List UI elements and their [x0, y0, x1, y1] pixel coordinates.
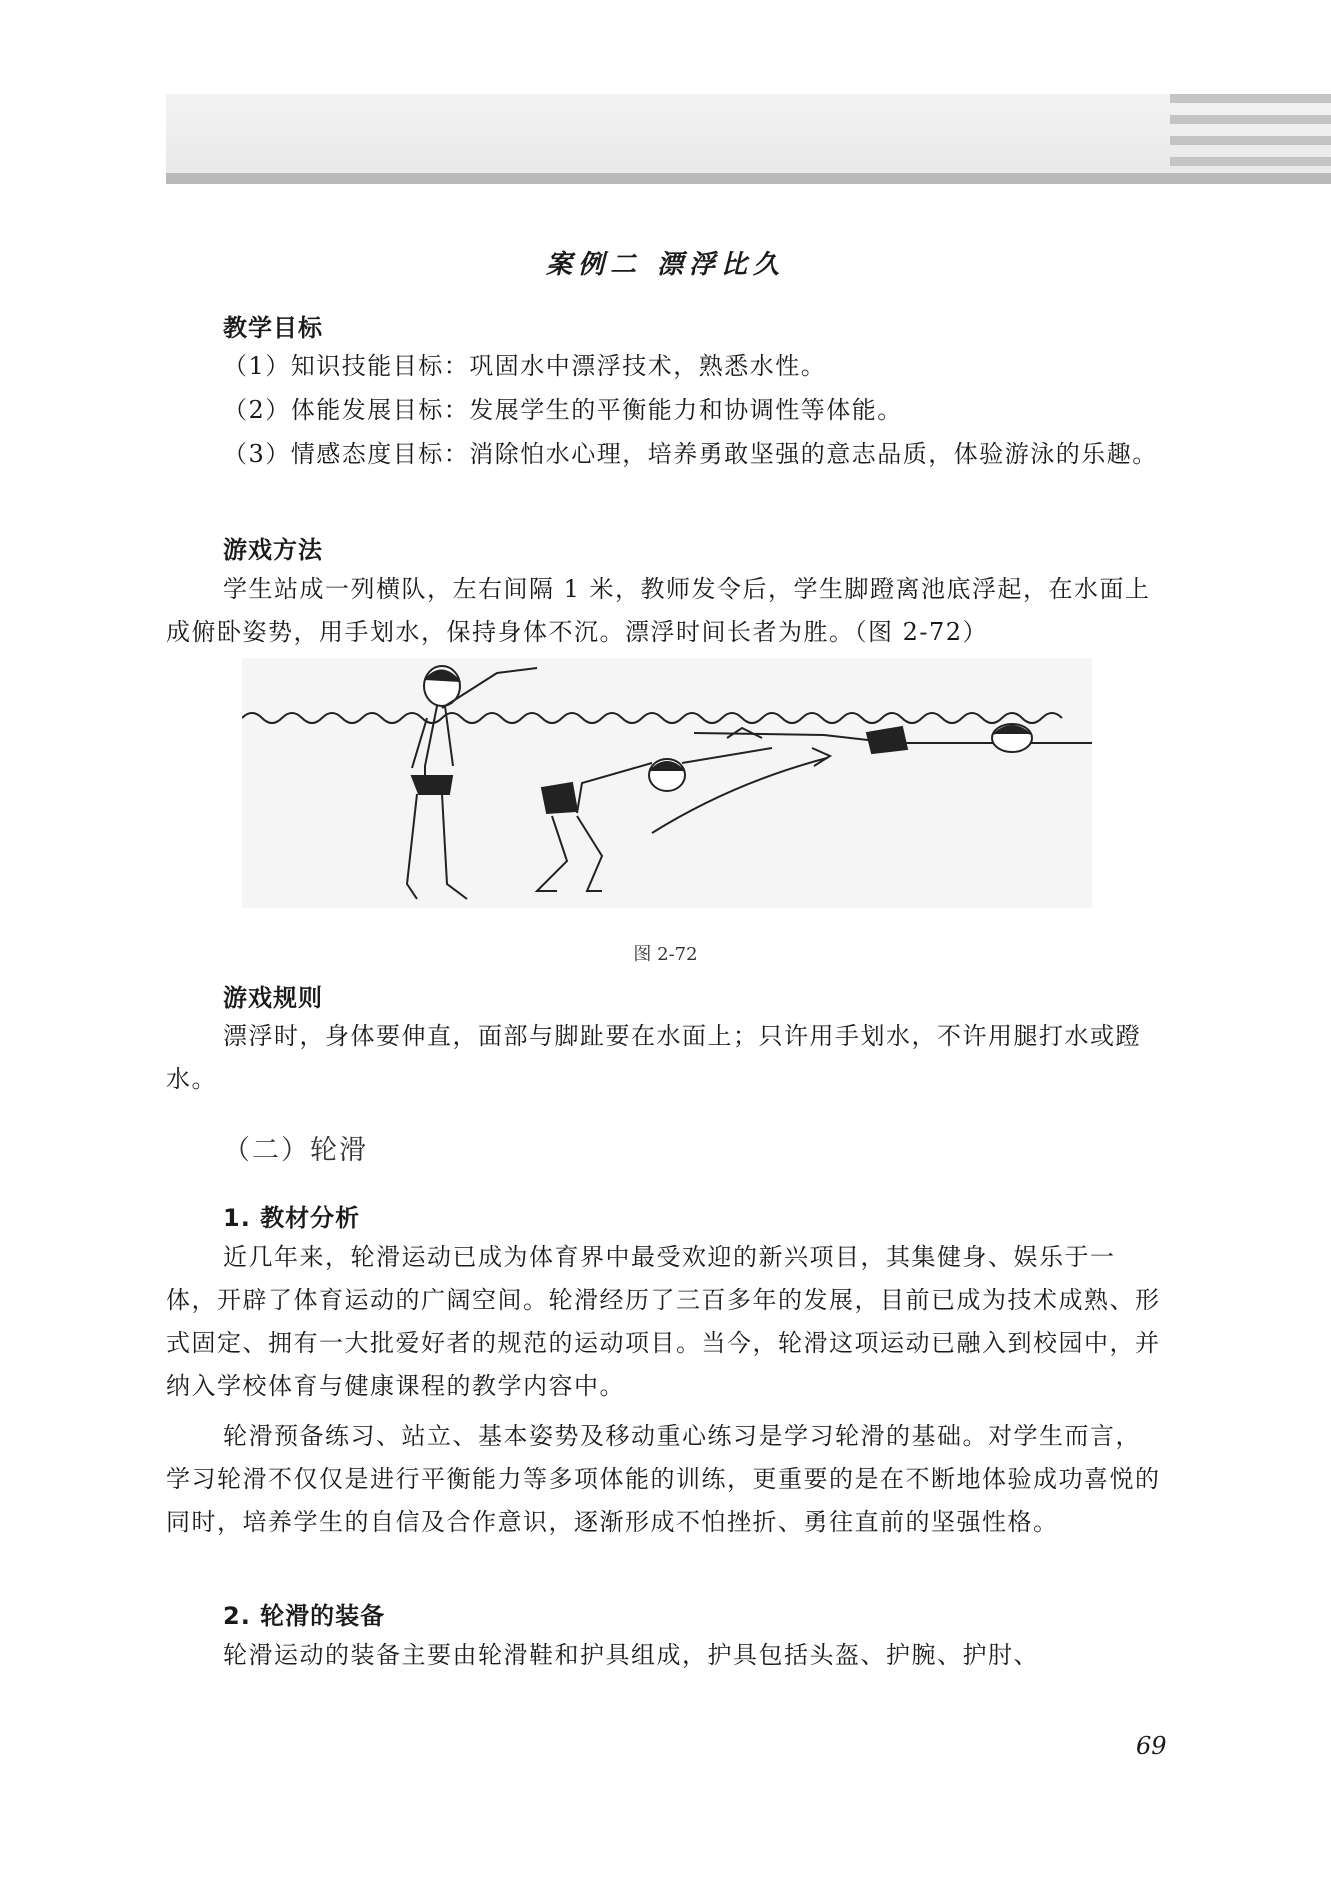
section1-heading: 1. 教材分析	[223, 1204, 361, 1232]
teaching-goals-heading: 教学目标	[223, 314, 323, 342]
game-rules-text: 漂浮时，身体要伸直，面部与脚趾要在水面上；只许用手划水，不许用腿打水或蹬水。	[166, 1022, 1141, 1093]
header-stripe	[1170, 136, 1331, 145]
game-rules-heading: 游戏规则	[223, 984, 323, 1012]
header-band	[166, 94, 1331, 173]
figure-caption: 图 2-72	[633, 944, 698, 965]
section1-paragraph: 轮滑预备练习、站立、基本姿势及移动重心练习是学习轮滑的基础。对学生而言，学习轮滑不仅仅是进行平衡能力等多项体能的训练，更重要的是在不断地体验成功喜悦的同时，培养学生的自信及合作意识，逐渐形成不怕挫折、勇往直前的坚强性格。	[166, 1422, 1161, 1536]
goal-item: （1）知识技能目标：巩固水中漂浮技术，熟悉水性。	[223, 352, 827, 380]
section2-paragraph: 轮滑运动的装备主要由轮滑鞋和护具组成，护具包括头盔、护腕、护肘、	[223, 1641, 1039, 1669]
game-method-heading: 游戏方法	[223, 536, 323, 564]
section-title: （二）轮滑	[223, 1135, 368, 1166]
standing-swimmer	[407, 666, 537, 899]
section1-paragraph: 近几年来，轮滑运动已成为体育界中最受欢迎的新兴项目，其集健身、娱乐于一体，开辟了体育运动的广阔空间。轮滑经历了三百多年的发展，目前已成为技术成熟、形式固定、拥有一大批爱好者的规范的运动项目。当今，轮滑这项运动已融入到校园中，并纳入学校体育与健康课程的教学内容中。	[166, 1243, 1161, 1400]
case-title: 案例二 漂浮比久	[545, 250, 786, 280]
goal-item: （3）情感态度目标：消除怕水心理，培养勇敢坚强的意志品质，体验游泳的乐趣。	[223, 440, 1158, 468]
page-number: 69	[1136, 1732, 1167, 1760]
swimming-illustration	[242, 658, 1092, 908]
goal-item: （2）体能发展目标：发展学生的平衡能力和协调性等体能。	[223, 396, 903, 424]
crouching-swimmer	[537, 748, 830, 891]
water-surface	[242, 713, 1062, 723]
header-stripe	[1170, 115, 1331, 124]
header-stripe	[1170, 157, 1331, 166]
game-method-text: 学生站成一列横队，左右间隔 1 米，教师发令后，学生脚蹬离池底浮起，在水面上成俯卧姿势，用手划水，保持身体不沉。漂浮时间长者为胜。（图 2-72）	[166, 575, 1151, 646]
figure-svg	[242, 658, 1092, 908]
floating-swimmer	[694, 724, 1092, 753]
header-stripe	[1170, 94, 1331, 103]
section2-heading: 2. 轮滑的装备	[223, 1602, 386, 1630]
header-rule	[166, 173, 1331, 184]
